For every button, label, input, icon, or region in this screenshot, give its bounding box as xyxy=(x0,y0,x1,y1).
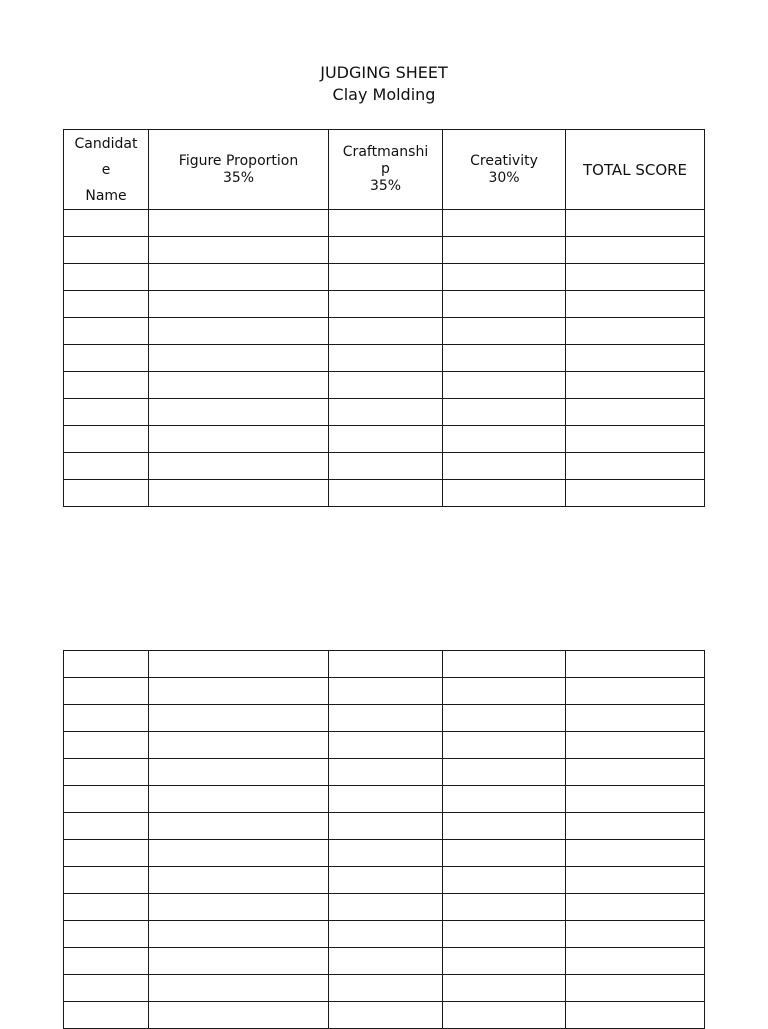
table-row xyxy=(64,813,705,840)
figure-proportion-cell[interactable] xyxy=(149,1002,329,1029)
creativity-cell[interactable] xyxy=(443,480,566,507)
candidate-name-cell[interactable] xyxy=(64,975,149,1002)
candidate-name-cell[interactable] xyxy=(64,813,149,840)
judging-table-2 xyxy=(63,650,705,1029)
figure-proportion-cell[interactable] xyxy=(149,921,329,948)
total-score-cell[interactable] xyxy=(566,840,705,867)
figure-proportion-cell[interactable] xyxy=(149,867,329,894)
craftmanship-cell[interactable] xyxy=(329,705,443,732)
candidate-name-cell[interactable] xyxy=(64,210,149,237)
candidate-name-cell[interactable] xyxy=(64,894,149,921)
figure-proportion-cell[interactable] xyxy=(149,210,329,237)
creativity-cell[interactable] xyxy=(443,759,566,786)
craftmanship-cell[interactable] xyxy=(329,399,443,426)
figure-proportion-cell[interactable] xyxy=(149,372,329,399)
craftmanship-cell[interactable] xyxy=(329,264,443,291)
figure-proportion-cell[interactable] xyxy=(149,948,329,975)
total-score-cell[interactable] xyxy=(566,372,705,399)
figure-proportion-cell[interactable] xyxy=(149,480,329,507)
creativity-cell[interactable] xyxy=(443,291,566,318)
header-candidate-name: Candidat e Name xyxy=(64,130,149,210)
craftmanship-cell[interactable] xyxy=(329,480,443,507)
total-score-cell[interactable] xyxy=(566,948,705,975)
figure-proportion-cell[interactable] xyxy=(149,291,329,318)
table-row xyxy=(64,759,705,786)
craftmanship-cell[interactable] xyxy=(329,1002,443,1029)
candidate-name-cell[interactable] xyxy=(64,453,149,480)
figure-proportion-cell[interactable] xyxy=(149,399,329,426)
craftmanship-cell[interactable] xyxy=(329,318,443,345)
craftmanship-cell[interactable] xyxy=(329,210,443,237)
creativity-cell[interactable] xyxy=(443,399,566,426)
craftmanship-cell[interactable] xyxy=(329,237,443,264)
creativity-cell[interactable] xyxy=(443,867,566,894)
candidate-name-cell[interactable] xyxy=(64,786,149,813)
candidate-name-cell[interactable] xyxy=(64,759,149,786)
document-title-block xyxy=(0,62,768,106)
craftmanship-cell[interactable] xyxy=(329,453,443,480)
craftmanship-cell[interactable] xyxy=(329,426,443,453)
figure-proportion-cell[interactable] xyxy=(149,678,329,705)
total-score-cell[interactable] xyxy=(566,678,705,705)
craftmanship-cell[interactable] xyxy=(329,948,443,975)
total-score-cell[interactable] xyxy=(566,453,705,480)
candidate-name-cell[interactable] xyxy=(64,399,149,426)
total-score-cell[interactable] xyxy=(566,732,705,759)
table-row xyxy=(64,210,705,237)
creativity-cell[interactable] xyxy=(443,894,566,921)
table-row xyxy=(64,426,705,453)
creativity-cell[interactable] xyxy=(443,372,566,399)
table-row xyxy=(64,480,705,507)
craftmanship-cell[interactable] xyxy=(329,678,443,705)
table-row xyxy=(64,921,705,948)
table-row xyxy=(64,975,705,1002)
total-score-cell[interactable] xyxy=(566,813,705,840)
total-score-cell[interactable] xyxy=(566,210,705,237)
craftmanship-cell[interactable] xyxy=(329,732,443,759)
figure-proportion-cell[interactable] xyxy=(149,705,329,732)
creativity-cell[interactable] xyxy=(443,975,566,1002)
table-row xyxy=(64,264,705,291)
total-score-cell[interactable] xyxy=(566,1002,705,1029)
table-row xyxy=(64,399,705,426)
header-figure-proportion: Figure Proportion 35% xyxy=(149,130,329,210)
candidate-name-cell[interactable] xyxy=(64,840,149,867)
candidate-name-cell[interactable] xyxy=(64,1002,149,1029)
creativity-cell[interactable] xyxy=(443,921,566,948)
figure-proportion-cell[interactable] xyxy=(149,426,329,453)
document-title: JUDGING SHEET xyxy=(320,63,448,82)
creativity-cell[interactable] xyxy=(443,453,566,480)
figure-proportion-cell[interactable] xyxy=(149,264,329,291)
craftmanship-cell[interactable] xyxy=(329,786,443,813)
creativity-cell[interactable] xyxy=(443,786,566,813)
craftmanship-cell[interactable] xyxy=(329,975,443,1002)
table-row xyxy=(64,651,705,678)
table-row xyxy=(64,345,705,372)
figure-proportion-cell[interactable] xyxy=(149,732,329,759)
table-row xyxy=(64,453,705,480)
total-score-cell[interactable] xyxy=(566,237,705,264)
craftmanship-cell[interactable] xyxy=(329,840,443,867)
table-row xyxy=(64,705,705,732)
figure-proportion-cell[interactable] xyxy=(149,813,329,840)
total-score-cell[interactable] xyxy=(566,426,705,453)
candidate-name-cell[interactable] xyxy=(64,426,149,453)
creativity-cell[interactable] xyxy=(443,210,566,237)
creativity-cell[interactable] xyxy=(443,651,566,678)
table-row xyxy=(64,840,705,867)
judging-table-1 xyxy=(63,129,705,507)
candidate-name-cell[interactable] xyxy=(64,705,149,732)
creativity-cell[interactable] xyxy=(443,948,566,975)
table-row xyxy=(64,1002,705,1029)
total-score-cell[interactable] xyxy=(566,921,705,948)
creativity-cell[interactable] xyxy=(443,705,566,732)
craftmanship-cell[interactable] xyxy=(329,867,443,894)
table-row xyxy=(64,237,705,264)
figure-proportion-cell[interactable] xyxy=(149,345,329,372)
candidate-name-cell[interactable] xyxy=(64,237,149,264)
header-craftmanship: Craftmanshi p 35% xyxy=(329,130,443,210)
header-creativity: Creativity 30% xyxy=(443,130,566,210)
total-score-cell[interactable] xyxy=(566,975,705,1002)
creativity-cell[interactable] xyxy=(443,732,566,759)
figure-proportion-cell[interactable] xyxy=(149,975,329,1002)
table-row xyxy=(64,948,705,975)
total-score-cell[interactable] xyxy=(566,894,705,921)
total-score-cell[interactable] xyxy=(566,345,705,372)
candidate-name-cell[interactable] xyxy=(64,651,149,678)
table-row xyxy=(64,894,705,921)
total-score-cell[interactable] xyxy=(566,705,705,732)
creativity-cell[interactable] xyxy=(443,840,566,867)
creativity-cell[interactable] xyxy=(443,345,566,372)
total-score-cell[interactable] xyxy=(566,651,705,678)
craftmanship-cell[interactable] xyxy=(329,345,443,372)
total-score-cell[interactable] xyxy=(566,291,705,318)
table-row xyxy=(64,786,705,813)
candidate-name-cell[interactable] xyxy=(64,372,149,399)
table-1-body xyxy=(64,210,705,507)
creativity-cell[interactable] xyxy=(443,1002,566,1029)
craftmanship-cell[interactable] xyxy=(329,813,443,840)
figure-proportion-cell[interactable] xyxy=(149,759,329,786)
figure-proportion-cell[interactable] xyxy=(149,237,329,264)
candidate-name-cell[interactable] xyxy=(64,732,149,759)
table-row xyxy=(64,291,705,318)
candidate-name-cell[interactable] xyxy=(64,264,149,291)
total-score-cell[interactable] xyxy=(566,759,705,786)
total-score-cell[interactable] xyxy=(566,399,705,426)
header-total-score: TOTAL SCORE xyxy=(566,130,705,210)
table-row xyxy=(64,732,705,759)
total-score-cell[interactable] xyxy=(566,480,705,507)
craftmanship-cell[interactable] xyxy=(329,291,443,318)
creativity-cell[interactable] xyxy=(443,813,566,840)
figure-proportion-cell[interactable] xyxy=(149,318,329,345)
candidate-name-cell[interactable] xyxy=(64,678,149,705)
craftmanship-cell[interactable] xyxy=(329,651,443,678)
figure-proportion-cell[interactable] xyxy=(149,651,329,678)
total-score-cell[interactable] xyxy=(566,786,705,813)
header-row xyxy=(64,130,705,210)
creativity-cell[interactable] xyxy=(443,678,566,705)
figure-proportion-cell[interactable] xyxy=(149,453,329,480)
table-row xyxy=(64,867,705,894)
total-score-cell[interactable] xyxy=(566,318,705,345)
total-score-cell[interactable] xyxy=(566,264,705,291)
figure-proportion-cell[interactable] xyxy=(149,840,329,867)
document-subtitle: Clay Molding xyxy=(332,85,436,104)
craftmanship-cell[interactable] xyxy=(329,759,443,786)
table-row xyxy=(64,372,705,399)
candidate-name-cell[interactable] xyxy=(64,948,149,975)
craftmanship-cell[interactable] xyxy=(329,894,443,921)
craftmanship-cell[interactable] xyxy=(329,921,443,948)
creativity-cell[interactable] xyxy=(443,318,566,345)
candidate-name-cell[interactable] xyxy=(64,921,149,948)
candidate-name-cell[interactable] xyxy=(64,345,149,372)
figure-proportion-cell[interactable] xyxy=(149,786,329,813)
creativity-cell[interactable] xyxy=(443,237,566,264)
candidate-name-cell[interactable] xyxy=(64,867,149,894)
table-row xyxy=(64,678,705,705)
candidate-name-cell[interactable] xyxy=(64,291,149,318)
table-row xyxy=(64,318,705,345)
creativity-cell[interactable] xyxy=(443,426,566,453)
candidate-name-cell[interactable] xyxy=(64,480,149,507)
total-score-cell[interactable] xyxy=(566,867,705,894)
candidate-name-cell[interactable] xyxy=(64,318,149,345)
table-2-body xyxy=(64,651,705,1029)
craftmanship-cell[interactable] xyxy=(329,372,443,399)
creativity-cell[interactable] xyxy=(443,264,566,291)
figure-proportion-cell[interactable] xyxy=(149,894,329,921)
